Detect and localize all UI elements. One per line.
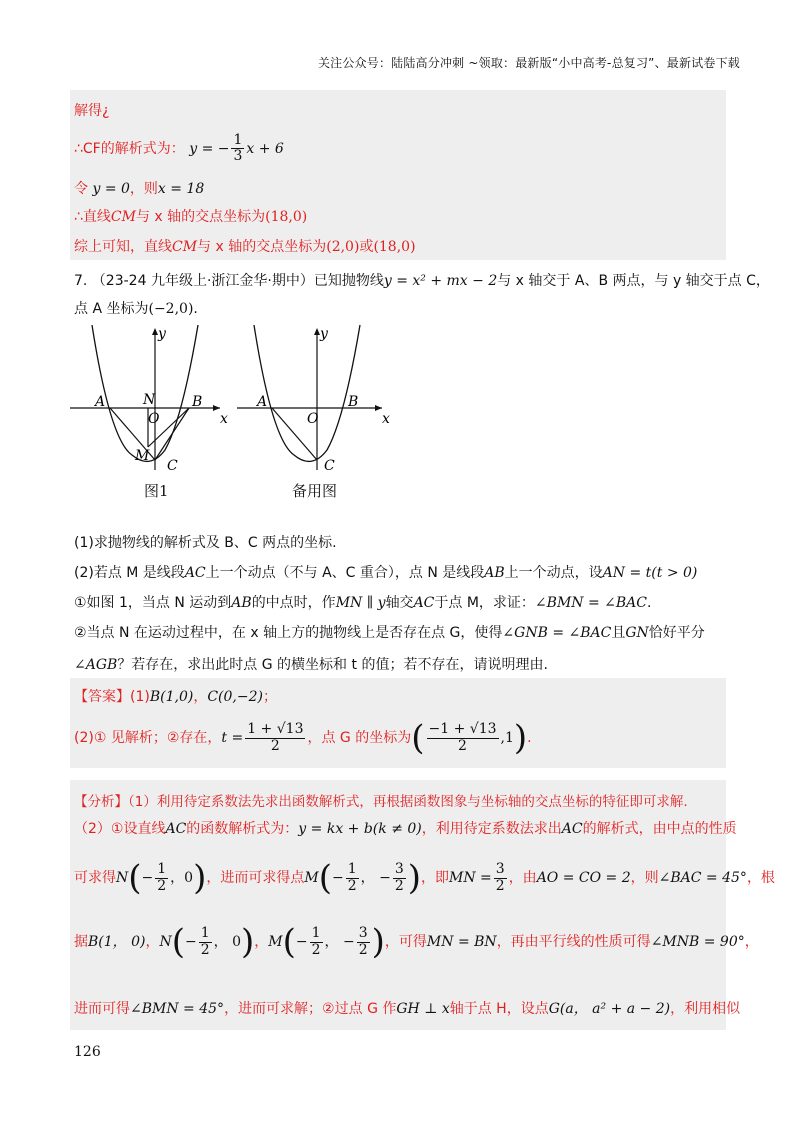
text: ，则 [129, 181, 158, 197]
text: 与 x 轴的交点坐标为 [135, 209, 266, 225]
math: (18,0) [373, 239, 416, 255]
answer-line-1 [74, 686, 277, 706]
prev-solution-block [70, 90, 726, 260]
text: 上一个动点，设 [504, 565, 603, 581]
math: B(1,0) [149, 689, 194, 705]
label-m: M [135, 448, 150, 464]
math: AC [165, 821, 187, 837]
text: ， [744, 934, 759, 950]
label-y: y [158, 326, 166, 342]
math: ， 0 [213, 934, 242, 950]
math: − [331, 870, 344, 886]
num: 1 [200, 925, 210, 942]
text: 进而可得 [74, 1001, 130, 1017]
label-a: A [257, 394, 268, 410]
math: − [141, 870, 154, 886]
text: (2)① 见解析；②存在， [74, 730, 222, 746]
text: ，根 [746, 870, 775, 886]
math: AC [413, 595, 435, 611]
math: M [268, 934, 283, 950]
den: 2 [200, 941, 210, 958]
num: 3 [394, 861, 404, 878]
figure-1-caption: 图1 [144, 482, 169, 500]
text: 点 A 坐标为 [74, 301, 149, 317]
math: ，0 [170, 870, 194, 886]
math: (−2,0) [148, 301, 194, 317]
text: ∴CF的解析式为： [74, 140, 185, 157]
fraction [427, 722, 499, 754]
text: ，利用相似 [670, 1001, 741, 1017]
text: 上一个动点（不与 A、C 重合），点 N 是线段 [205, 565, 485, 581]
den: 2 [458, 737, 467, 754]
fraction [494, 862, 507, 894]
fraction [346, 862, 359, 894]
math: CM [110, 209, 136, 225]
math: AC [184, 565, 206, 581]
part-2-2-cont [74, 654, 548, 674]
paren: ( [318, 858, 332, 898]
fraction [245, 722, 305, 754]
math: (t > 0) [651, 565, 698, 581]
paren: ) [513, 718, 528, 758]
math: AC [561, 821, 583, 837]
text: 与 x 轴交于 A、B 两点，与 y 轴交于点 C， [497, 273, 770, 289]
math: C(0,−2) [207, 689, 263, 705]
part-1: (1)求抛物线的解析式及 B、C 两点的坐标. [74, 535, 337, 551]
fraction [393, 862, 406, 894]
analysis-line-4 [74, 922, 759, 962]
den: 2 [157, 877, 167, 894]
math: x + 6 [246, 140, 284, 157]
text: . [527, 730, 532, 746]
text: 7. （23-24 九年级上·浙江金华·期中）已知抛物线 [74, 273, 384, 289]
text: 据 [74, 934, 88, 950]
text: ，可得 [384, 934, 427, 950]
figure-2 [232, 320, 402, 480]
math: MN = BN [426, 934, 497, 950]
fraction [357, 926, 370, 958]
x-arrow-icon [213, 405, 220, 411]
prev-line-3 [74, 178, 204, 198]
math: CM [172, 239, 198, 255]
text: ，由 [508, 870, 537, 886]
fraction [231, 133, 244, 165]
math: MN = [449, 870, 492, 886]
label-o: O [148, 411, 160, 427]
text: 与 x 轴的交点坐标为 [197, 239, 327, 255]
math: AO = CO = 2 [536, 870, 631, 886]
problem-line-2 [74, 298, 198, 318]
x-arrow-icon [375, 405, 382, 411]
den: 2 [358, 941, 368, 958]
math: x = 18 [157, 181, 205, 197]
figure-2-caption: 备用图 [292, 482, 338, 500]
math: N [159, 934, 172, 950]
text: 或 [359, 239, 374, 255]
label-b: B [348, 394, 359, 410]
math: GN [625, 625, 649, 641]
den: 2 [495, 877, 505, 894]
math: AB [484, 565, 505, 581]
prev-line-2 [74, 133, 284, 165]
text: 于点 M，求证： [434, 595, 535, 611]
text: 轴交 [385, 595, 414, 611]
den: 3 [233, 148, 243, 165]
text: 【答案】(1) [74, 689, 150, 705]
math: AN = t [602, 565, 652, 581]
text: ？若存在，求出此时点 G 的横坐标和 t 的值；若不存在，请说明理由. [117, 657, 548, 673]
math: (2,0) [326, 239, 360, 255]
den: 2 [347, 877, 357, 894]
math: y = − [189, 140, 230, 157]
math: ∠MNB = 90° [650, 934, 745, 950]
math: ∠AGB [74, 657, 118, 673]
text: 令 [74, 181, 93, 197]
text: 可求得 [74, 870, 116, 886]
text: 轴于点 H，设点 [449, 1001, 549, 1017]
num: 1 [157, 861, 167, 878]
text: ，再由平行线的性质可得 [496, 934, 651, 950]
prev-line-4 [74, 206, 307, 226]
paren: ( [282, 922, 296, 962]
math: t = [221, 730, 244, 746]
den: 2 [270, 737, 280, 754]
text: ∴直线 [74, 209, 111, 225]
text: ， [254, 934, 269, 950]
analysis-line-3 [74, 858, 775, 898]
fraction [310, 926, 323, 958]
num: 3 [358, 925, 368, 942]
paren: ( [128, 858, 142, 898]
prev-line-1: 解得¿ [74, 103, 110, 119]
label-y: y [320, 326, 328, 342]
math: ∠GNB = ∠BAC [502, 625, 612, 641]
paren: ( [411, 718, 425, 758]
segment-cb [155, 408, 189, 460]
math: y = kx + b(k ≠ 0) [298, 821, 422, 837]
label-b: B [192, 394, 203, 410]
fraction [155, 862, 168, 894]
den: 2 [311, 941, 321, 958]
text: （2）①设直线 [74, 821, 166, 837]
fraction [199, 926, 212, 958]
text: 综上可知，直线 [74, 239, 172, 255]
part-2-2 [74, 622, 705, 642]
math: − [295, 934, 308, 950]
label-n: N [143, 392, 156, 408]
math: y = x² + mx − 2 [383, 273, 498, 289]
math: M [304, 870, 319, 886]
analysis-line-2 [74, 818, 737, 838]
parabola [254, 325, 360, 461]
num: 1 [347, 861, 357, 878]
num: 1 [233, 132, 243, 148]
paren: ) [371, 922, 385, 962]
label-c: C [324, 458, 335, 474]
label-o: O [307, 411, 319, 427]
analysis-line-5 [74, 998, 740, 1018]
label-a: A [95, 394, 106, 410]
text: ，进而可求解；②过点 G 作 [224, 1001, 397, 1017]
label-x: x [382, 411, 390, 427]
num: 1 [311, 925, 321, 942]
answer-line-2 [74, 718, 532, 758]
math: (18,0) [265, 209, 308, 225]
math: ∠BAC = 45° [658, 870, 747, 886]
text: ，利用待定系数法求出 [421, 821, 562, 837]
math: AB [231, 595, 252, 611]
text: ， [145, 934, 160, 950]
math: ∠BMN = ∠BAC [534, 595, 647, 611]
text: ，点 G 的坐标为 [307, 730, 412, 746]
text: 恰好平分 [648, 625, 705, 641]
math: MN ∥ y [335, 595, 386, 611]
math: − [185, 934, 197, 950]
text: ①如图 1，当点 N 运动到 [74, 595, 232, 611]
math: ， − [360, 870, 391, 886]
page-header: 关注公众号：陆陆高分冲刺 ~领取：最新版“小中高考-总复习”、最新试卷下载 [317, 56, 740, 70]
text: 的解析式，由中点的性质 [582, 821, 737, 837]
math: ， − [324, 934, 355, 950]
paren: ) [407, 858, 421, 898]
label-x: x [220, 411, 228, 427]
num: −1 + √13 [428, 721, 497, 738]
text: (2)若点 M 是线段 [74, 565, 185, 581]
problem-line-1 [74, 270, 770, 290]
math: y = 0 [92, 181, 130, 197]
part-2 [74, 562, 697, 582]
math: ∠BMN = 45° [130, 1001, 225, 1017]
paren: ) [193, 858, 207, 898]
prev-line-5 [74, 236, 416, 256]
math: B(1， 0) [88, 934, 146, 950]
text: . [193, 301, 198, 317]
label-c: C [167, 458, 178, 474]
part-2-1 [74, 592, 651, 612]
den: 2 [394, 877, 404, 894]
text: ； [262, 689, 277, 705]
text: . [647, 595, 652, 611]
page-number: 126 [74, 1044, 101, 1060]
paren: ) [241, 922, 255, 962]
text: ②当点 N 在运动过程中，在 x 轴上方的抛物线上是否存在点 G，使得 [74, 625, 503, 641]
paren: ( [171, 922, 185, 962]
text: ，则 [630, 870, 659, 886]
text: ，进而可求得点 [206, 870, 305, 886]
text: 的函数解析式为： [186, 821, 299, 837]
math: G(a， a² + a − 2) [548, 1001, 671, 1017]
math: GH ⊥ x [396, 1001, 450, 1017]
text: 且 [611, 625, 626, 641]
math: N [116, 870, 129, 886]
text: ，即 [421, 870, 449, 886]
math: ,1 [500, 730, 514, 746]
num: 1 + √13 [247, 721, 304, 738]
analysis-line-1: 【分析】（1）利用待定系数法先求出函数解析式，再根据函数图象与坐标轴的交点坐标的特征即可求解. [74, 794, 688, 810]
num: 3 [495, 861, 505, 878]
text: ， [193, 689, 208, 705]
text: 的中点时，作 [251, 595, 336, 611]
figure-1 [70, 320, 240, 480]
